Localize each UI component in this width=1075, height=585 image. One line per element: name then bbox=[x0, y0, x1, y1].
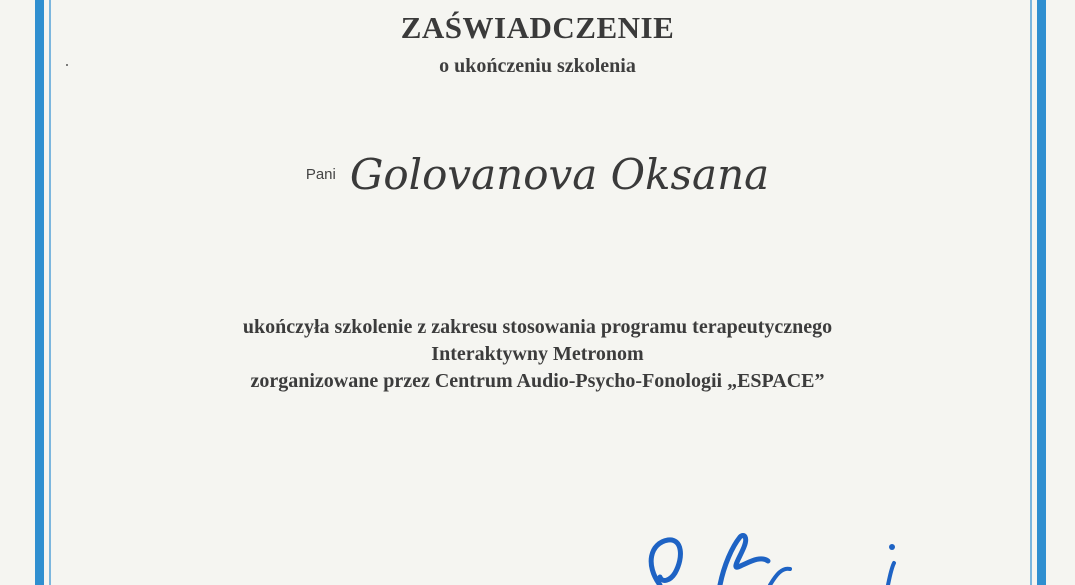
right-border-band bbox=[1037, 0, 1046, 585]
body-line-2: Interaktywny Metronom bbox=[431, 343, 644, 365]
left-border-line bbox=[49, 0, 51, 585]
body-line-1: ukończyła szkolenie z zakresu stosowania programu terapeutycznego bbox=[242, 316, 833, 338]
body-line-3: zorganizowane przez Centrum Audio-Psycho-Fonologii „ESPACE” bbox=[250, 370, 825, 392]
right-border-line bbox=[1030, 0, 1032, 585]
signature-icon bbox=[620, 525, 920, 585]
left-border-band bbox=[35, 0, 44, 585]
certificate-title: ZAŚWIADCZENIE bbox=[400, 10, 675, 45]
recipient-line bbox=[0, 150, 1075, 199]
recipient-name: Golovanova Oksana bbox=[349, 150, 770, 199]
certificate-body bbox=[0, 314, 1075, 395]
salutation: Pani bbox=[305, 166, 336, 183]
certificate-subtitle: o ukończeniu szkolenia bbox=[439, 55, 636, 77]
